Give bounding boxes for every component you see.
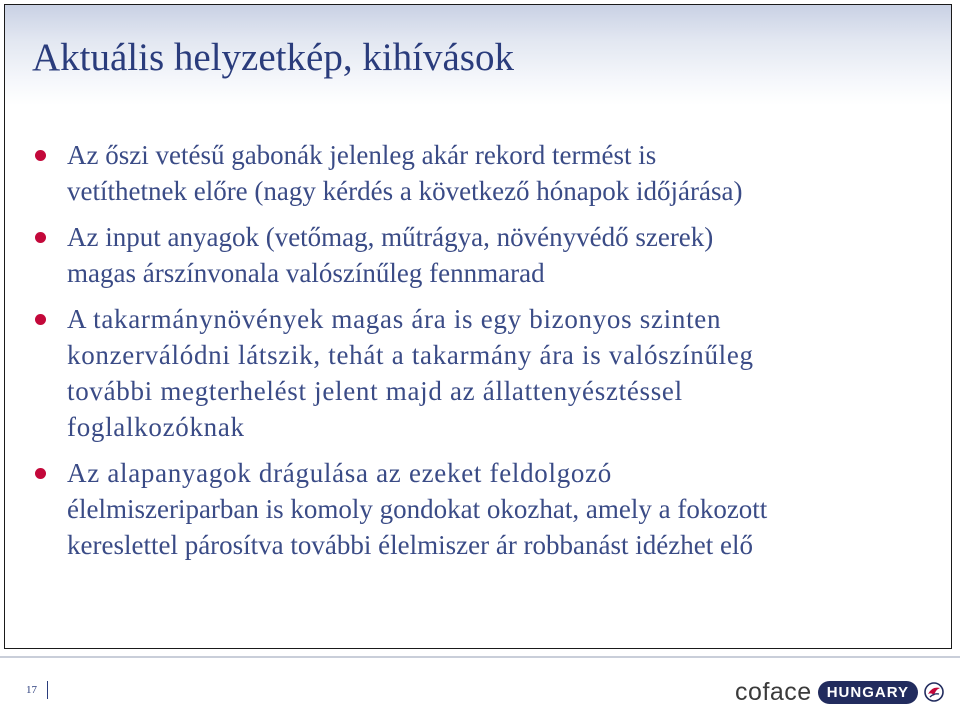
coface-logo bbox=[735, 677, 944, 707]
bullet-line: Az alapanyagok drágulása az ezeket feldolgozó bbox=[67, 458, 612, 488]
logo-country-badge: HUNGARY bbox=[818, 681, 918, 704]
bullet-item bbox=[35, 219, 935, 291]
bullet-dot-icon bbox=[35, 314, 46, 325]
bullet-item bbox=[35, 455, 935, 563]
bullet-line: konzerválódni látszik, tehát a takarmány ára is valószínűleg bbox=[67, 340, 754, 370]
footer-rule bbox=[0, 656, 960, 658]
bullet-item bbox=[35, 137, 935, 209]
slide-frame bbox=[4, 4, 952, 649]
bullet-dot-icon bbox=[35, 150, 46, 161]
bullet-line: Az input anyagok (vetőmag, műtrágya, növényvédő szerek) bbox=[67, 222, 714, 252]
bullet-line: A takarmánynövények magas ára is egy bizonyos szinten bbox=[67, 304, 722, 334]
bullet-dot-icon bbox=[35, 232, 46, 243]
coface-emblem-icon bbox=[924, 682, 944, 702]
bullet-line: Az őszi vetésű gabonák jelenleg akár rekord termést is bbox=[67, 140, 657, 170]
bullet-line: további megterhelést jelent majd az állattenyésztéssel bbox=[67, 376, 683, 406]
bullet-list bbox=[35, 137, 935, 573]
bullet-item bbox=[35, 301, 935, 445]
bullet-line: magas árszínvonala valószínűleg fennmarad bbox=[67, 258, 545, 288]
bullet-line: élelmiszeriparban is komoly gondokat okozhat, amely a fokozott bbox=[67, 494, 768, 524]
page-number: 17 bbox=[26, 684, 37, 696]
slide-title: Aktuális helyzetkép, kihívások bbox=[32, 36, 514, 79]
page-number-divider bbox=[47, 681, 48, 699]
bullet-line: kereslettel párosítva további élelmiszer ár robbanást idézhet elő bbox=[67, 530, 753, 560]
bullet-line: vetíthetnek előre (nagy kérdés a következő hónapok időjárása) bbox=[67, 176, 743, 206]
bullet-dot-icon bbox=[35, 468, 46, 479]
bullet-line: foglalkozóknak bbox=[67, 412, 245, 442]
logo-wordmark: coface bbox=[735, 677, 812, 706]
